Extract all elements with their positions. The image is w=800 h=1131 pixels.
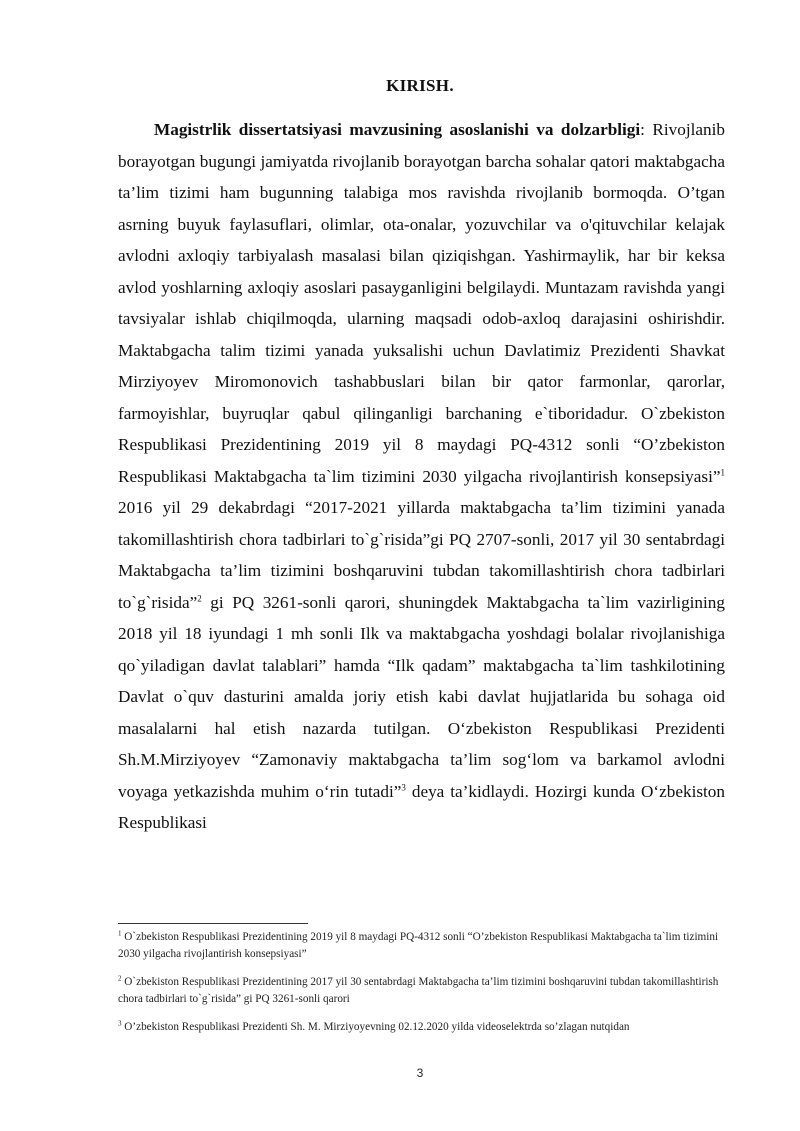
footnote-number: 3 (118, 1019, 122, 1028)
paragraph-text-part-1: Rivojlanib borayotgan bugungi jamiyatda rivojlanib borayotgan barcha sohalar qatori maktabgacha ta’lim tizimi ham bugunning talabiga mos ravishda rivojlanib bormoqda. O’tgan asrning buyuk faylasuflari, olimlar, ota-onalar, yozuvchilar va o'qituvchilar kelajak avlodni axloqiy tarbiyalash masalasi bilan qiziqishgan. Yashirmaylik, har bir keksa avlod yoshlarning axloqiy asoslari pasayganligini belgilaydi. Muntazam ravishda yangi tavsiyalar ishlab chiqilmoqda, ularning maqsadi odob-axloq darajasini oshirishdir. Maktabgacha talim tizimi yanada yuksalishi uchun Davlatimiz Prezidenti Shavkat Mirziyoyev Miromonovich tashabbuslari bilan bir qator farmonlar, qarorlar, farmoyishlar, buyruqlar qabul qilinganligi barchaning e`tiboridadur. O`zbekiston Respublikasi Prezidentining 2019 yil 8 maydagi PQ-4312 sonli “O’zbekiston Respublikasi Maktabgacha ta`lim tizimini 2030 yilgacha rivojlantirish konsepsiyasi” (118, 120, 725, 486)
footnote-text: O`zbekiston Respublikasi Prezidentining 2017 yil 30 sentabrdagi Maktabgacha ta’lim tizimini boshqaruvini tubdan takomillashtirish chora tadbirlari to`g`risida” gi PQ 3261-sonli qarori (118, 976, 719, 1005)
footnote-ref-2[interactable]: 2 (197, 592, 202, 603)
footnote-text: O`zbekiston Respublikasi Prezidentining 2019 yil 8 maydagi PQ-4312 sonli “O’zbekiston Respublikasi Maktabgacha ta`lim tizimini 2030 yilgacha rivojlantirish konsepsiyasi” (118, 931, 719, 960)
footnote-number: 2 (118, 974, 122, 983)
footnote-separator (118, 923, 308, 924)
footnote-number: 1 (118, 929, 122, 938)
section-title: KIRISH. (386, 76, 454, 95)
footnotes (118, 929, 730, 1047)
page-number: 3 (416, 1066, 424, 1080)
intro-paragraph (118, 114, 725, 839)
paragraph-text-part-3: gi PQ 3261-sonli qarori, shuningdek Maktabgacha ta`lim vazirligining 2018 yil 18 iyundagi 1 mh sonli Ilk va maktabgacha yoshdagi bolalar rivojlanishiga qo`yiladigan davlat talablari” hamda “Ilk qadam” maktabgacha ta`lim tashkilotining Davlat o`quv dasturini amalda joriy etish kabi davlat hujjatlarida bu sohaga oid masalalarni hal etish nazarda tutilgan. O‘zbekiston Respublikasi Prezidenti Sh.M.Mirziyoyev “Zamonaviy maktabgacha ta’lim sog‘lom va barkamol avlodni voyaga yetkazishda muhim o‘rin tutadi” (118, 592, 725, 801)
paragraph-text-part-4: deya ta’kidlaydi. Hozirgi kunda O‘zbekiston Respublikasi (118, 781, 725, 832)
footnote-ref-3[interactable]: 3 (401, 781, 406, 792)
footnote-ref-1[interactable]: 1 (720, 466, 725, 477)
footnote-3 (118, 1019, 730, 1036)
lead-punctuation: : (640, 120, 645, 139)
footnote-2 (118, 974, 730, 1008)
paragraph-lead-heading: Magistrlik dissertatsiyasi mavzusining asoslanishi va dolzarbligi (154, 120, 641, 139)
footnote-text: O’zbekiston Respublikasi Prezidenti Sh. M. Mirziyoyevning 02.12.2020 yilda videoselektrda so’zlagan nutqidan (121, 1021, 630, 1033)
footnote-1 (118, 929, 730, 963)
paragraph-text-part-2: 2016 yil 29 dekabrdagi “2017-2021 yillarda maktabgacha ta’lim tizimini yanada takomillashtirish chora tadbirlari to`g`risida”gi PQ 2707-sonli, 2017 yil 30 sentabrdagi Maktabgacha ta’lim tizimini boshqaruvini tubdan takomillashtirish chora tadbirlari to`g`risida” (118, 498, 725, 612)
